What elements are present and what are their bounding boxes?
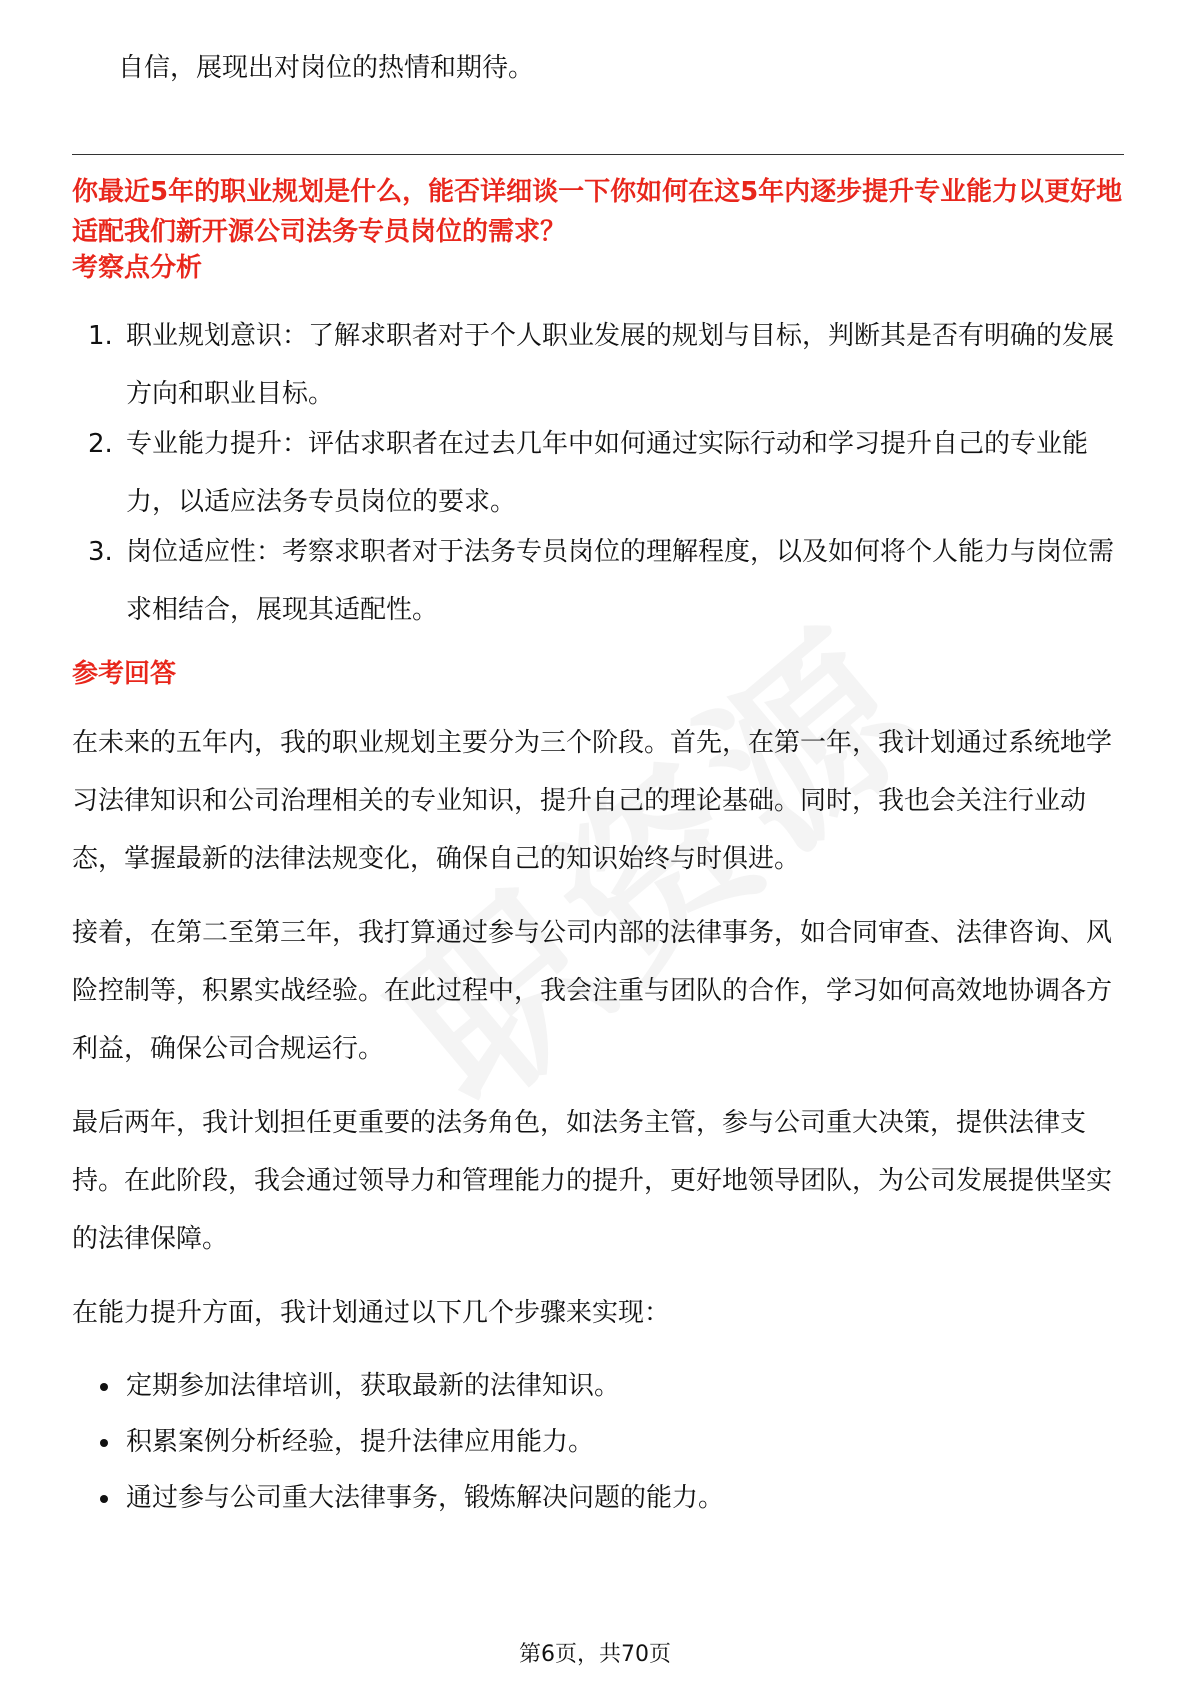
section-divider	[72, 154, 1124, 155]
analysis-item-text: 职业规划意识：了解求职者对于个人职业发展的规划与目标，判断其是否有明确的发展方向和职业目标。	[126, 321, 1115, 409]
bullet-dot-icon	[100, 1383, 108, 1391]
analysis-item	[88, 307, 1128, 423]
answer-heading: 参考回答	[72, 659, 177, 689]
interview-question: 你最近5年的职业规划是什么，能否详细谈一下你如何在这5年内逐步提升专业能力以更好地适配我们新开源公司法务专员岗位的需求？	[72, 177, 1123, 247]
analysis-item	[88, 523, 1128, 639]
page-number-footer: 第6页，共70页	[519, 1642, 671, 1667]
analysis-item	[88, 415, 1128, 531]
answer-paragraph: 在能力提升方面，我计划通过以下几个步骤来实现：	[72, 1298, 671, 1328]
analysis-item-number: 2.	[88, 429, 113, 459]
analysis-heading: 考察点分析	[72, 253, 203, 283]
bullet-dot-icon	[100, 1439, 108, 1447]
bullet-dot-icon	[100, 1495, 108, 1503]
answer-paragraph: 最后两年，我计划担任更重要的法务角色，如法务主管，参与公司重大决策，提供法律支持。在此阶段，我会通过领导力和管理能力的提升，更好地领导团队，为公司发展提供坚实的法律保障。	[72, 1108, 1113, 1254]
answer-paragraph: 在未来的五年内，我的职业规划主要分为三个阶段。首先，在第一年，我计划通过系统地学习法律知识和公司治理相关的专业知识，提升自己的理论基础。同时，我也会关注行业动态，掌握最新的法律法规变化，确保自己的知识始终与时俱进。	[72, 728, 1113, 874]
bullet-item-text: 积累案例分析经验，提升法律应用能力。	[126, 1427, 595, 1457]
analysis-item-text: 岗位适应性：考察求职者对于法务专员岗位的理解程度，以及如何将个人能力与岗位需求相结合，展现其适配性。	[126, 537, 1115, 625]
answer-paragraph: 接着，在第二至第三年，我打算通过参与公司内部的法律事务，如合同审查、法律咨询、风险控制等，积累实战经验。在此过程中，我会注重与团队的合作，学习如何高效地协调各方利益，确保公司合规运行。	[72, 918, 1113, 1064]
bullet-item-text: 定期参加法律培训，获取最新的法律知识。	[126, 1371, 621, 1401]
analysis-item-text: 专业能力提升：评估求职者在过去几年中如何通过实际行动和学习提升自己的专业能力，以适应法务专员岗位的要求。	[126, 429, 1089, 517]
intro-tail-text: 自信，展现出对岗位的热情和期待。	[118, 53, 535, 83]
analysis-item-number: 1.	[88, 321, 113, 351]
analysis-item-number: 3.	[88, 537, 113, 567]
bullet-item-text: 通过参与公司重大法律事务，锻炼解决问题的能力。	[126, 1483, 725, 1513]
